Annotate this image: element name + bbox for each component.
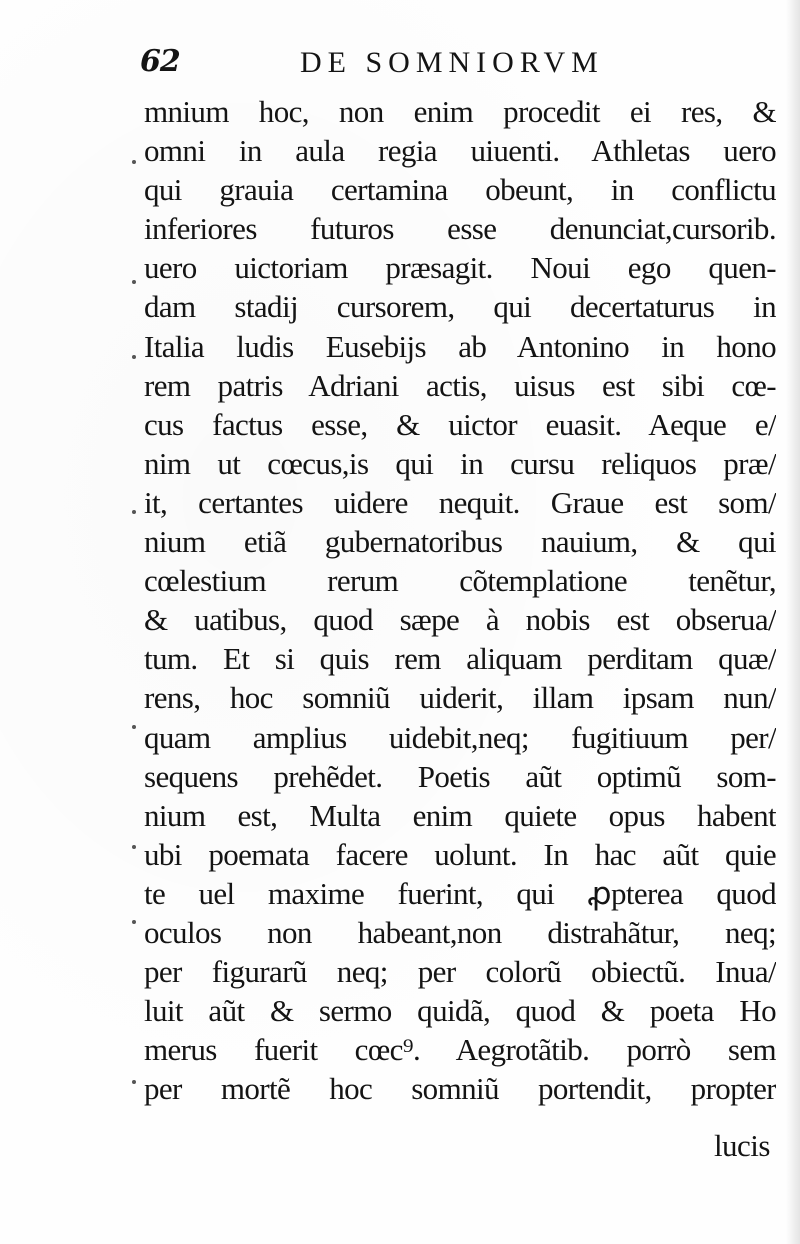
text-line: inferiores futuros esse denunciat,cursorib.: [144, 211, 776, 247]
text-line: nim ut cœcus,is qui in cursu reliquos præ/: [144, 445, 776, 481]
text-line: tum. Et si quis rem aliquam perditam quæ/: [144, 641, 776, 677]
page-number: 62: [140, 44, 180, 79]
text-line: omni in aula regia uiuenti. Athletas uero: [144, 133, 776, 169]
text-line: per mortẽ hoc somniũ portendit, propter: [144, 1071, 776, 1107]
text-line: & uatibus, quod sæpe à nobis est obserua/: [144, 602, 776, 638]
text-line: rem patris Adriani actis, uisus est sibi cœ-: [144, 367, 776, 403]
text-line: quam amplius uidebit,neq; fugitiuum per/: [144, 719, 776, 755]
text-line: oculos non habeant,non distrahãtur, neq;: [144, 914, 776, 950]
catchword: lucis: [713, 1128, 770, 1163]
text-line: te uel maxime fuerint, qui ꝓpterea quod: [144, 875, 776, 911]
text-line: uero uictoriam præsagit. Noui ego quen-: [144, 250, 776, 286]
text-line: luit aũt & sermo quidã, quod & poeta Ho: [144, 993, 776, 1029]
text-line: mnium hoc, non enim procedit ei res, &: [144, 94, 776, 129]
page-edge-shadow: [786, 0, 800, 1244]
text-line: it, certantes uidere nequit. Graue est som/: [144, 484, 776, 520]
page-header: [140, 42, 700, 82]
text-line: dam stadij cursorem, qui decertaturus in: [144, 289, 776, 325]
text-line: Italia ludis Eusebijs ab Antonino in hono: [144, 328, 776, 364]
text-line: rens, hoc somniũ uiderit, illam ipsam nun/: [144, 680, 776, 716]
text-line: ubi poemata facere uolunt. In hac aũt quie: [144, 836, 776, 872]
margin-marks: [132, 100, 140, 1120]
text-line: per figurarũ neq; per colorũ obiectũ. Inua/: [144, 954, 776, 990]
text-line: cœlestium rerum cõtemplatione tenẽtur,: [144, 563, 776, 599]
text-line: cus factus esse, & uictor euasit. Aeque e/: [144, 406, 776, 442]
body-text: [144, 92, 776, 1108]
text-line: merus fuerit cœc⁹. Aegrotãtib. porrò sem: [144, 1032, 776, 1068]
text-line: nium est, Multa enim quiete opus habent: [144, 797, 776, 833]
text-line: nium etiã gubernatoribus nauium, & qui: [144, 524, 776, 560]
text-line: qui grauia certamina obeunt, in conflictu: [144, 172, 776, 208]
running-head: DE SOMNIORVM: [300, 46, 604, 79]
text-line: sequens prehẽdet. Poetis aũt optimũ som-: [144, 758, 776, 794]
